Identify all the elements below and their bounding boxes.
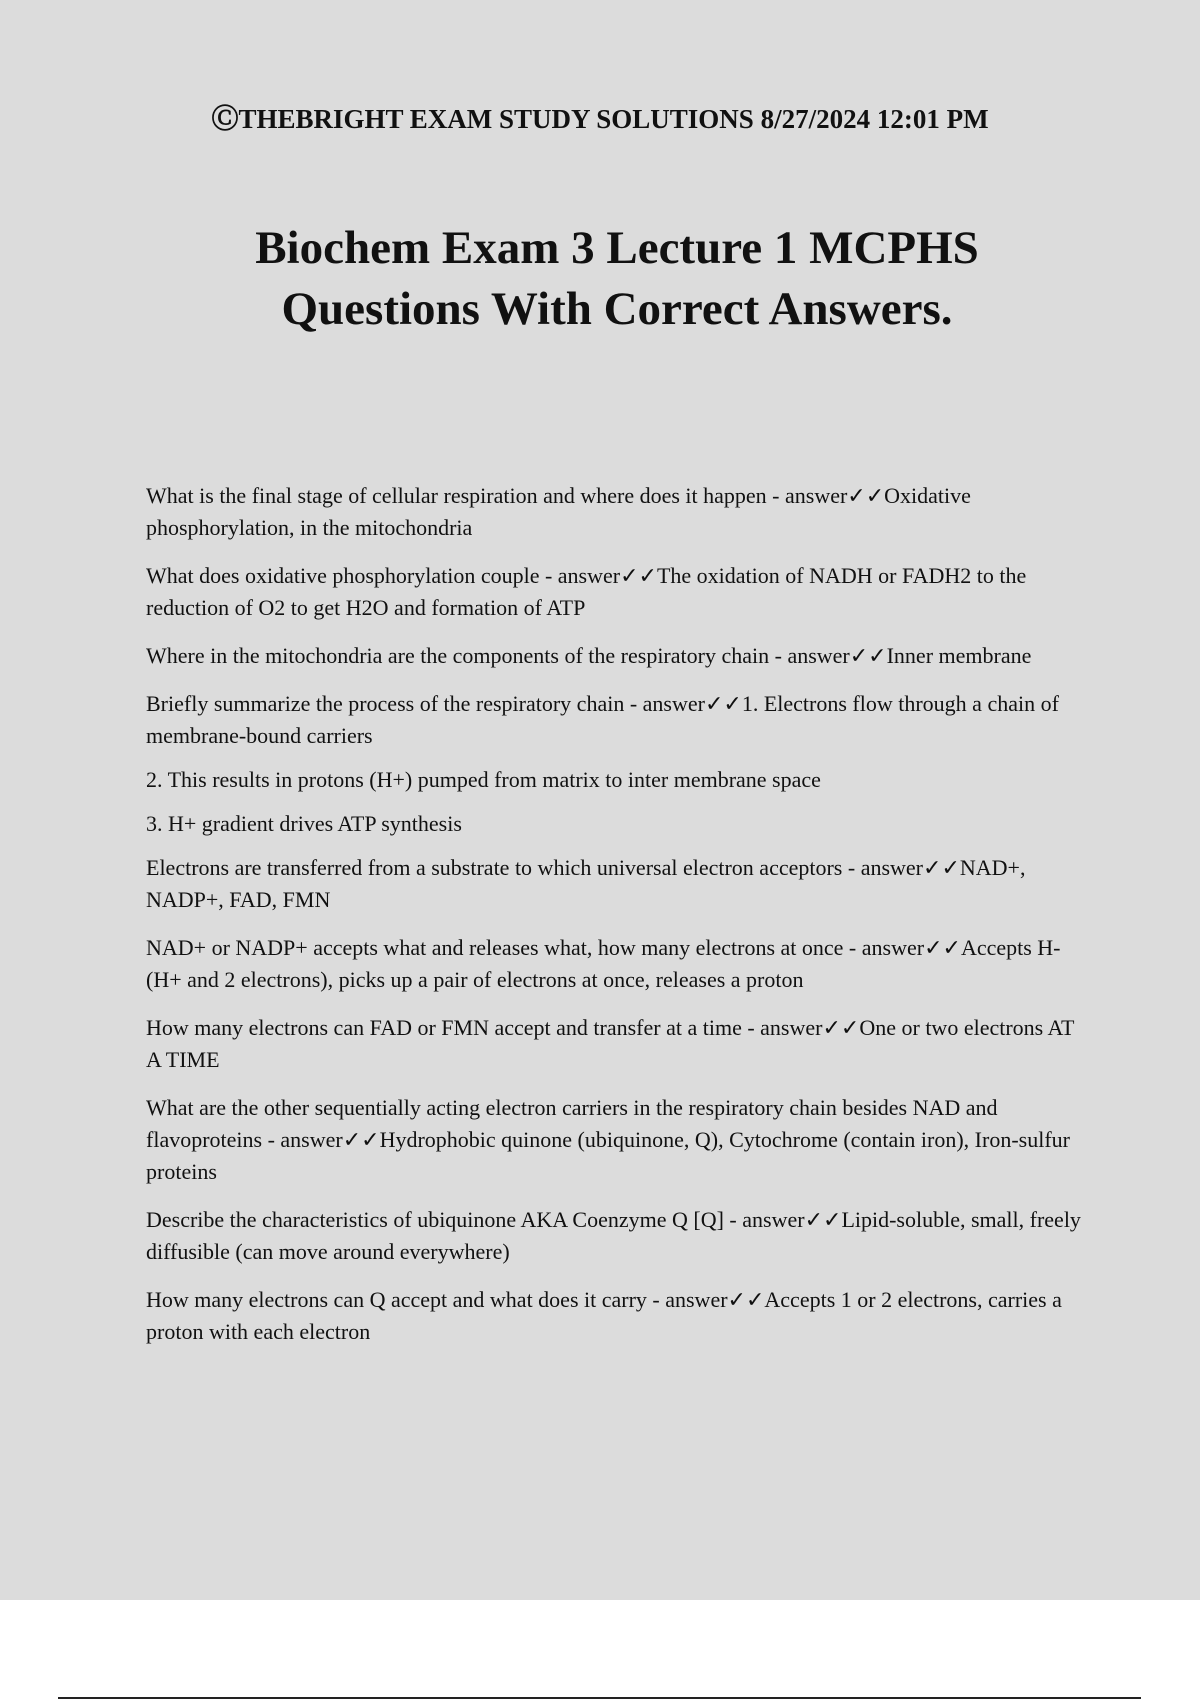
title-line-1: Biochem Exam 3 Lecture 1 MCPHS bbox=[255, 222, 979, 274]
answer-marker: answer✓✓ bbox=[785, 483, 885, 508]
answer-text: Accepts 1 or 2 electrons, carries a proton with each electron bbox=[146, 1287, 1062, 1344]
answer-text: Hydrophobic quinone (ubiquinone, Q), Cytochrome (contain iron), Iron-sulfur proteins bbox=[146, 1127, 1070, 1184]
qa-item bbox=[146, 560, 1086, 624]
step-item: 3. H+ gradient drives ATP synthesis bbox=[146, 811, 462, 836]
answer-text: The oxidation of NADH or FADH2 to the reduction of O2 to get H2O and formation of ATP bbox=[146, 563, 1027, 620]
qa-list bbox=[146, 480, 1086, 1364]
answer-marker: answer✓✓ bbox=[742, 1207, 842, 1232]
answer-text: 1. Electrons flow through a chain of membrane-bound carriers bbox=[146, 691, 1059, 748]
qa-item bbox=[146, 1012, 1086, 1076]
answer-marker: answer✓✓ bbox=[665, 1287, 765, 1312]
qa-item bbox=[146, 640, 1086, 672]
qa-item bbox=[146, 932, 1086, 996]
answer-text: Inner membrane bbox=[886, 643, 1032, 668]
answer-marker: answer✓✓ bbox=[860, 855, 960, 880]
question-text: How many electrons can FAD or FMN accept and transfer at a time - bbox=[146, 1015, 761, 1040]
answer-marker: answer✓✓ bbox=[280, 1127, 380, 1152]
question-text: What is the final stage of cellular respiration and where does it happen - bbox=[146, 483, 785, 508]
question-text: How many electrons can Q accept and what does it carry - bbox=[146, 1287, 666, 1312]
answer-marker: answer✓✓ bbox=[787, 643, 887, 668]
answer-text: Lipid-soluble, small, freely diffusible (can move around everywhere) bbox=[146, 1207, 1081, 1264]
question-text: Where in the mitochondria are the components of the respiratory chain - bbox=[146, 643, 788, 668]
footer-rule bbox=[58, 1697, 1141, 1699]
answer-marker: answer✓✓ bbox=[642, 691, 742, 716]
header-text: ⒸTHEBRIGHT EXAM STUDY SOLUTIONS 8/27/2024 12:01 PM bbox=[211, 104, 989, 134]
qa-item bbox=[146, 688, 1086, 752]
qa-item bbox=[146, 852, 1086, 916]
qa-item bbox=[146, 1284, 1086, 1348]
page-title bbox=[0, 218, 1200, 340]
answer-text: One or two electrons AT A TIME bbox=[146, 1015, 1075, 1072]
question-text: Describe the characteristics of ubiquinone AKA Coenzyme Q [Q] - bbox=[146, 1207, 743, 1232]
answer-text: Accepts H- (H+ and 2 electrons), picks up a pair of electrons at once, releases a proton bbox=[146, 935, 1061, 992]
title-line-2: Questions With Correct Answers. bbox=[281, 283, 953, 335]
answer-text: Oxidative phosphorylation, in the mitochondria bbox=[146, 483, 971, 540]
question-text: Electrons are transferred from a substrate to which universal electron acceptors - bbox=[146, 855, 861, 880]
qa-item bbox=[146, 1204, 1086, 1268]
question-text: What does oxidative phosphorylation couple - bbox=[146, 563, 558, 588]
question-text: What are the other sequentially acting electron carriers in the respiratory chain besides NAD and flavoproteins - bbox=[146, 1095, 998, 1152]
qa-item bbox=[146, 480, 1086, 544]
qa-item bbox=[146, 1092, 1086, 1188]
question-text: NAD+ or NADP+ accepts what and releases what, how many electrons at once - bbox=[146, 935, 862, 960]
question-text: Briefly summarize the process of the respiratory chain - bbox=[146, 691, 643, 716]
answer-marker: answer✓✓ bbox=[861, 935, 961, 960]
page-header bbox=[0, 97, 1200, 136]
answer-text: NAD+, NADP+, FAD, FMN bbox=[146, 855, 1026, 912]
answer-marker: answer✓✓ bbox=[760, 1015, 860, 1040]
answer-marker: answer✓✓ bbox=[557, 563, 657, 588]
step-item: 2. This results in protons (H+) pumped from matrix to inter membrane space bbox=[146, 767, 821, 792]
